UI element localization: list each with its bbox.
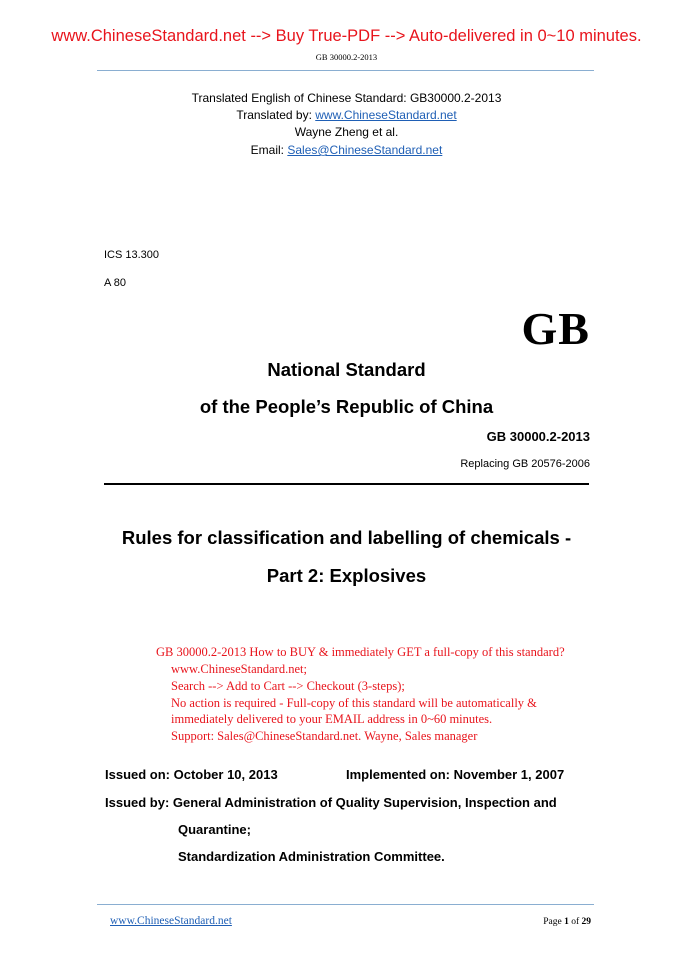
replacing-note: Replacing GB 20576-2006 <box>460 458 590 470</box>
email-label: Email: <box>250 143 288 157</box>
issued-by-line2: Quarantine; <box>178 822 251 837</box>
document-title-line1: Rules for classification and labelling of chemicals - <box>121 527 572 548</box>
page-number <box>543 917 591 927</box>
translated-by-line <box>0 108 693 122</box>
implemented-on: Implemented on: November 1, 2007 <box>346 767 565 782</box>
email-link[interactable]: Sales@ChineseStandard.net <box>287 143 443 157</box>
page-prefix: Page <box>543 917 565 927</box>
promo-delivery: immediately delivered to your EMAIL address in 0~60 minutes. <box>171 712 493 726</box>
translated-by-link[interactable]: www.ChineseStandard.net <box>315 108 457 122</box>
page-total: 29 <box>581 917 591 927</box>
promo-note: No action is required - Full-copy of this standard will be automatically & <box>171 696 537 710</box>
top-banner[interactable]: www.ChineseStandard.net --> Buy True-PDF --> Auto-delivered in 0~10 minutes. <box>51 27 642 45</box>
ics-code: ICS 13.300 <box>104 249 160 261</box>
ccs-code: A 80 <box>104 277 127 289</box>
document-title-line2: Part 2: Explosives <box>266 565 427 586</box>
translator-name: Wayne Zheng et al. <box>294 125 399 139</box>
promo-support: Support: Sales@ChineseStandard.net. Wayne, Sales manager <box>171 729 478 743</box>
email-line <box>0 143 693 157</box>
standard-number: GB 30000.2-2013 <box>486 429 590 444</box>
footer-divider <box>97 904 594 905</box>
promo-site[interactable]: www.ChineseStandard.net; <box>171 662 307 676</box>
issued-on: Issued on: October 10, 2013 <box>105 767 278 782</box>
translated-by-label: Translated by: <box>236 108 316 122</box>
gb-mark: GB <box>521 303 590 354</box>
title-divider <box>104 483 589 485</box>
issued-by-line3: Standardization Administration Committee. <box>178 849 445 864</box>
country-heading: of the People’s Republic of China <box>199 396 494 417</box>
footer-site-link[interactable]: www.ChineseStandard.net <box>110 915 232 927</box>
page-current: 1 <box>564 917 569 927</box>
header-divider <box>97 70 594 71</box>
national-standard-heading: National Standard <box>267 359 426 380</box>
page-of: of <box>568 917 582 927</box>
translation-title: Translated English of Chinese Standard: GB30000.2-2013 <box>191 91 502 105</box>
issued-by-line1: Issued by: General Administration of Quality Supervision, Inspection and <box>105 795 557 810</box>
promo-headline[interactable]: GB 30000.2-2013 How to BUY & immediately GET a full-copy of this standard? <box>156 645 565 659</box>
promo-steps: Search --> Add to Cart --> Checkout (3-steps); <box>171 679 405 693</box>
header-standard-code: GB 30000.2-2013 <box>315 52 378 62</box>
